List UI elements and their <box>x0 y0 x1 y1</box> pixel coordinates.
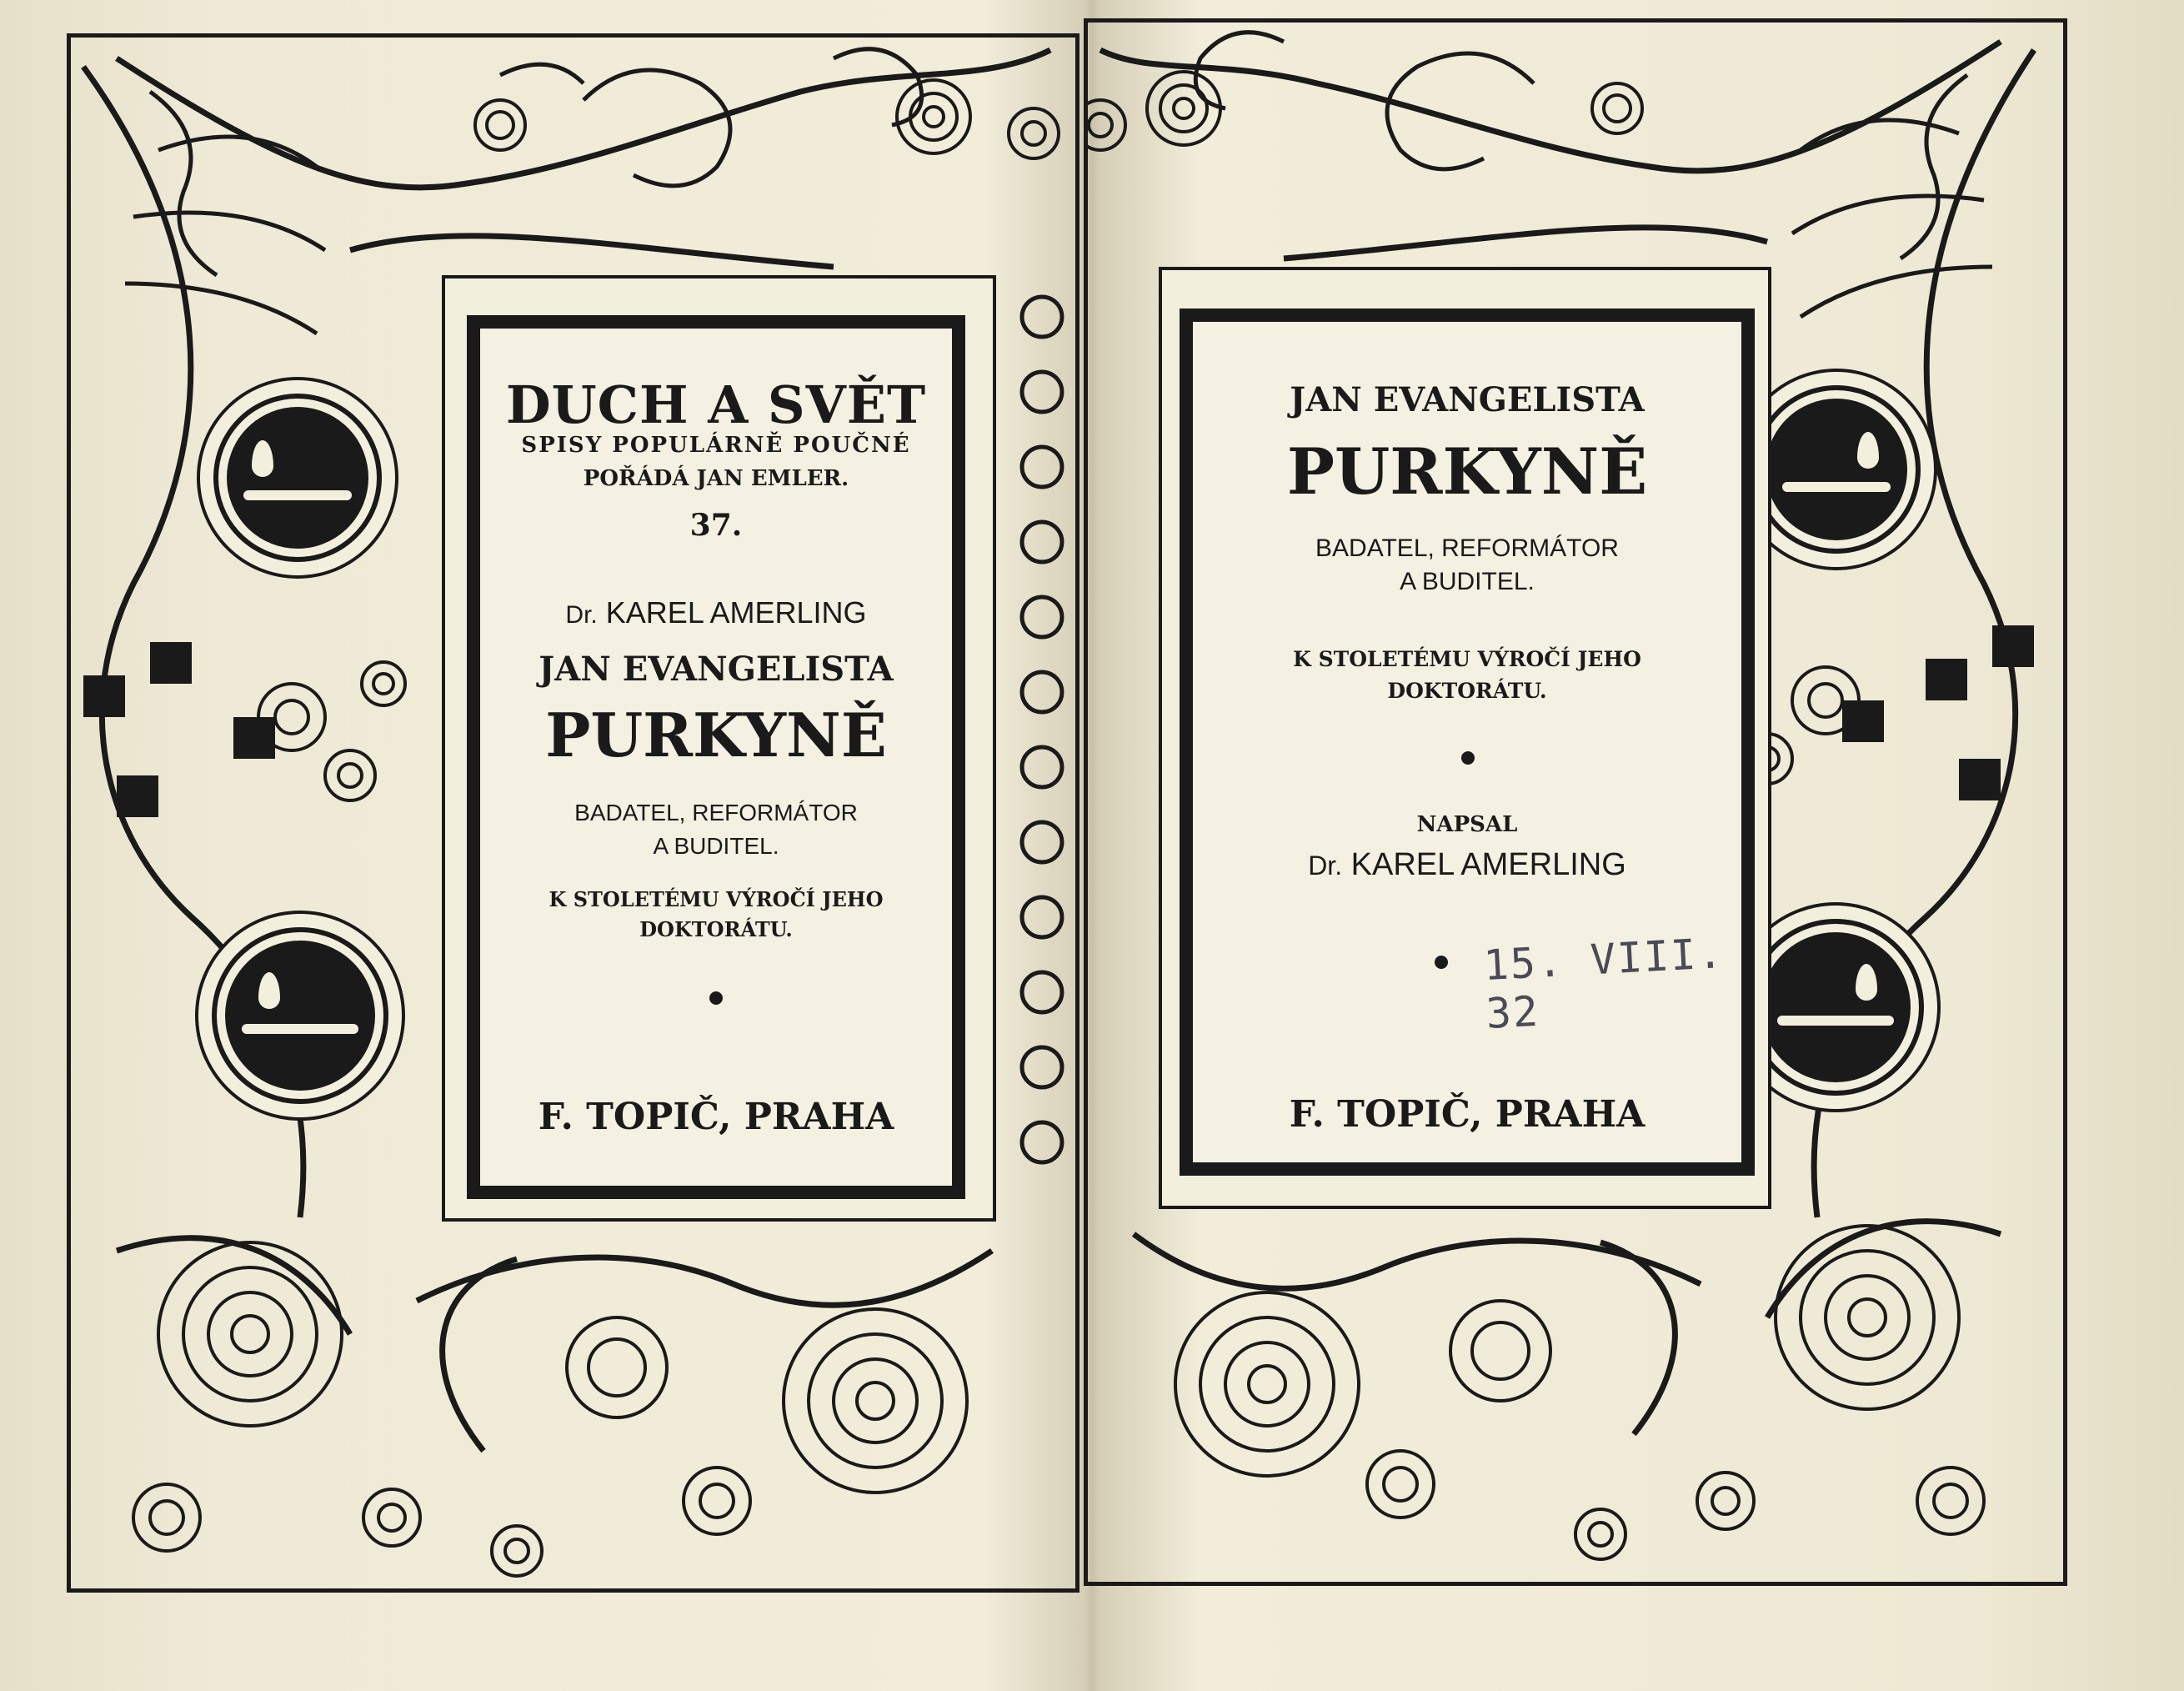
occasion-line-1: K STOLETÉMU VÝROČÍ JEHO <box>1293 647 1641 671</box>
subtitle-line-1: BADATEL, REFORMÁTOR <box>1315 534 1619 562</box>
subtitle-line-1: BADATEL, REFORMÁTOR <box>574 800 858 825</box>
author-line <box>1193 847 1741 883</box>
volume-number: 37. <box>689 508 743 543</box>
written-by: NAPSAL <box>1416 812 1518 837</box>
subtitle-line-2: A BUDITEL. <box>1400 568 1535 595</box>
subtitle-line-2: A BUDITEL. <box>653 833 779 859</box>
publisher: F. TOPIČ, PRAHA <box>538 1096 894 1138</box>
author-prefix: Dr. <box>565 601 598 629</box>
torch-medallion-icon <box>217 932 383 1099</box>
editor-line: POŘÁDÁ JAN EMLER. <box>583 466 849 491</box>
right-page <box>1084 0 2184 1691</box>
occasion-line-2: DOKTORÁTU. <box>639 917 793 941</box>
left-title-panel <box>467 315 965 1199</box>
occasion-line-1: K STOLETÉMU VÝROČÍ JEHO <box>549 887 884 911</box>
subject-surname: PURKYNĚ <box>1286 434 1648 509</box>
series-title: DUCH A SVĚT <box>505 374 927 435</box>
left-page <box>0 0 1084 1691</box>
publisher: F. TOPIČ, PRAHA <box>1289 1093 1646 1136</box>
torch-medallion-icon <box>218 399 377 557</box>
author-name: KAREL AMERLING <box>1350 847 1626 882</box>
series-subtitle: SPISY POPULÁRNĚ POUČNÉ <box>521 433 911 458</box>
subject-name: JAN EVANGELISTA <box>1290 380 1645 419</box>
torch-medallion-icon <box>1757 390 1916 549</box>
occasion-line-2: DOKTORÁTU. <box>1387 679 1547 703</box>
subject-surname: PURKYNĚ <box>545 700 887 770</box>
author-line <box>480 595 952 630</box>
right-title-panel <box>1180 309 1755 1176</box>
author-name: KAREL AMERLING <box>605 595 867 630</box>
divider-dot <box>709 991 723 1005</box>
divider-dot <box>1461 751 1475 765</box>
divider-dot <box>1435 956 1448 969</box>
author-prefix: Dr. <box>1308 851 1343 881</box>
date-stamp: 15. VIII. 32 <box>1482 929 1726 1038</box>
torch-medallion-icon <box>1752 924 1919 1091</box>
subject-name: JAN EVANGELISTA <box>538 650 894 689</box>
